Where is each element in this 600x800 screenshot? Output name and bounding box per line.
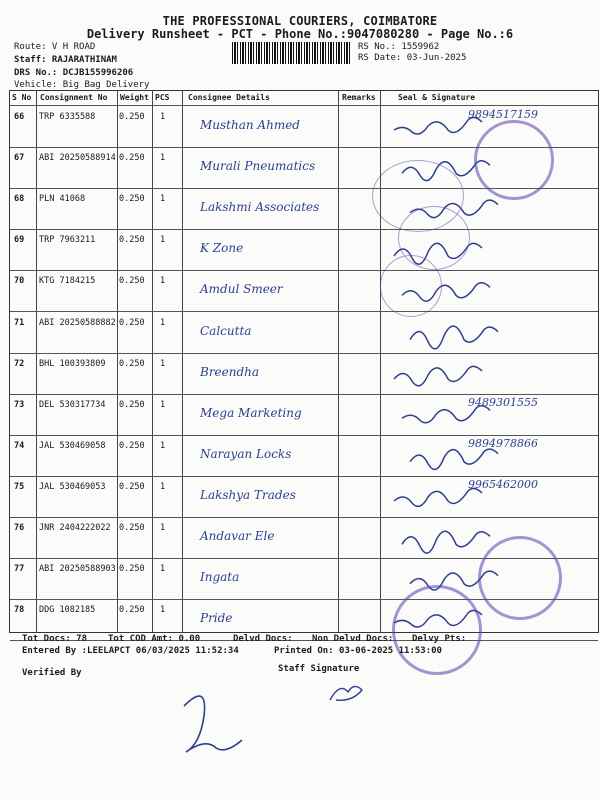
row-weight: 0.250 — [119, 523, 145, 533]
vehicle-label: Vehicle: Big Bag Delivery — [14, 80, 150, 90]
row-consignee-handwritten: Breendha — [200, 364, 260, 379]
row-consignee-handwritten: Lakshya Trades — [200, 487, 296, 502]
row-consignment-no: ABI 20250588903 — [39, 564, 116, 575]
row-sno: 71 — [14, 317, 25, 328]
row-consignment-no: TRP 7963211 — [39, 235, 96, 246]
row-sno: 70 — [14, 276, 25, 287]
signature-scribble — [406, 314, 516, 350]
col-sno: S No — [12, 93, 32, 102]
row-weight: 0.250 — [119, 564, 145, 575]
row-pcs: 1 — [160, 235, 166, 246]
seal-stamp-ingata — [478, 536, 562, 620]
staff-signature-label: Staff Signature — [278, 664, 360, 674]
row-consignee-handwritten: Ingata — [200, 570, 240, 585]
row-weight: 0.250 — [119, 481, 145, 492]
row-pcs: 1 — [160, 317, 166, 328]
row-weight: 0.250 — [119, 235, 145, 246]
row-consignee-handwritten: Murali Pneumatics — [200, 159, 316, 174]
staff-label: Staff: RAJARATHINAM — [14, 55, 117, 65]
row-sno: 69 — [14, 235, 25, 246]
row-consignee-handwritten: Calcutta — [200, 323, 252, 338]
col-remarks: Remarks — [342, 93, 376, 102]
rs-date-label: RS Date: 03-Jun-2025 — [358, 53, 467, 63]
row-phone-handwritten: 9894517159 — [468, 108, 538, 121]
signature-scribble — [390, 478, 500, 514]
row-sno: 67 — [14, 153, 25, 164]
row-consignment-no: JAL 530469058 — [39, 440, 106, 451]
route-label: Route: V H ROAD — [14, 42, 96, 52]
row-weight: 0.250 — [119, 276, 145, 287]
signature-scribble — [398, 396, 508, 432]
row-phone-handwritten: 9489301555 — [468, 395, 538, 409]
table-row — [10, 394, 598, 434]
col-consignee: Consignee Details — [188, 93, 270, 102]
row-consignment-no: JNR 2404222022 — [39, 523, 111, 533]
row-weight: 0.250 — [119, 399, 145, 410]
table-row — [10, 353, 598, 393]
barcode — [232, 42, 350, 64]
table-row — [10, 476, 598, 516]
row-pcs: 1 — [160, 112, 166, 122]
row-consignee-handwritten: Pride — [200, 611, 233, 626]
row-sno: 76 — [14, 523, 25, 533]
row-pcs: 1 — [160, 564, 166, 575]
row-weight: 0.250 — [119, 153, 145, 164]
row-consignment-no: PLN 41068 — [39, 194, 86, 205]
row-sno: 77 — [14, 564, 25, 575]
row-consignee-handwritten: Musthan Ahmed — [200, 118, 300, 132]
row-sno: 73 — [14, 399, 25, 410]
row-consignment-no: TRP 6335588 — [39, 112, 96, 122]
row-pcs: 1 — [160, 523, 166, 533]
row-pcs: 1 — [160, 153, 166, 164]
signature-scribble — [390, 355, 500, 391]
row-weight: 0.250 — [119, 605, 145, 616]
signature-scribble — [406, 437, 516, 473]
company-title: THE PROFESSIONAL COURIERS, COIMBATORE — [162, 14, 438, 28]
col-weight: Weight — [120, 93, 149, 102]
delvd-docs: Delvd Docs: — [233, 634, 293, 644]
col-pcs: PCS — [155, 93, 170, 102]
row-pcs: 1 — [160, 276, 166, 287]
printed-on: Printed On: 03-06-2025 11:53:00 — [274, 646, 442, 656]
row-sno: 72 — [14, 358, 25, 369]
row-consignee-handwritten: Narayan Locks — [200, 446, 292, 461]
delvy-pts: Delvy Pts: — [412, 634, 467, 644]
col-seal: Seal & Signature — [398, 93, 476, 102]
tot-cod: Tot COD Amt: 0.00 — [108, 634, 201, 644]
runsheet-subtitle: Delivery Runsheet - PCT - Phone No.:9047080280 - Page No.:6 — [86, 27, 514, 41]
row-consignment-no: DEL 530317734 — [39, 399, 106, 410]
non-delvd-docs: Non Delvd Docs: — [312, 634, 394, 644]
row-weight: 0.250 — [119, 440, 145, 451]
seal-stamp-murali — [474, 120, 554, 200]
row-sno: 74 — [14, 440, 25, 451]
row-consignee-handwritten: K Zone — [200, 241, 244, 256]
table-row — [10, 270, 598, 310]
row-consignee-handwritten: Amdul Smeer — [200, 282, 283, 297]
row-consignee-handwritten: Lakshmi Associates — [200, 200, 320, 215]
row-consignee-handwritten: Andavar Ele — [200, 529, 275, 543]
entered-by: Entered By :LEELAPCT 06/03/2025 11:52:34 — [22, 646, 239, 656]
verified-by: Verified By — [22, 668, 82, 678]
row-weight: 0.250 — [119, 112, 145, 122]
row-sno: 66 — [14, 112, 25, 122]
row-consignment-no: ABI 20250588882 — [39, 317, 116, 328]
row-weight: 0.250 — [119, 317, 145, 328]
rs-no-label: RS No.: 1559962 — [358, 42, 440, 52]
row-consignee-handwritten: Mega Marketing — [200, 405, 302, 420]
row-weight: 0.250 — [119, 194, 145, 205]
row-consignment-no: JAL 530469053 — [39, 481, 106, 492]
drs-label: DRS No.: DCJB155996206 — [14, 68, 134, 78]
table-row — [10, 435, 598, 475]
col-consignment: Consignment No — [40, 93, 108, 102]
row-consignment-no: DDG 1082185 — [39, 605, 96, 616]
row-phone-handwritten: 9894978866 — [468, 436, 538, 450]
row-phone-handwritten: 9965462000 — [468, 477, 538, 491]
row-consignment-no: BHL 100393809 — [39, 358, 106, 369]
row-pcs: 1 — [160, 440, 166, 451]
row-consignment-no: KTG 7184215 — [39, 276, 96, 287]
row-pcs: 1 — [160, 194, 166, 205]
seal-stamp-amdul — [380, 255, 442, 317]
row-sno: 75 — [14, 481, 25, 492]
tot-docs: Tot Docs: 78 — [22, 634, 88, 644]
row-pcs: 1 — [160, 481, 166, 492]
table-row — [10, 229, 598, 269]
row-pcs: 1 — [160, 399, 166, 410]
row-sno: 78 — [14, 605, 25, 616]
row-sno: 68 — [14, 194, 25, 205]
row-consignment-no: ABI 20250588914 — [39, 153, 116, 164]
seal-stamp-pride — [392, 585, 482, 675]
row-weight: 0.250 — [119, 358, 145, 369]
row-pcs: 1 — [160, 605, 166, 616]
table-row — [10, 312, 598, 352]
row-pcs: 1 — [160, 358, 166, 369]
